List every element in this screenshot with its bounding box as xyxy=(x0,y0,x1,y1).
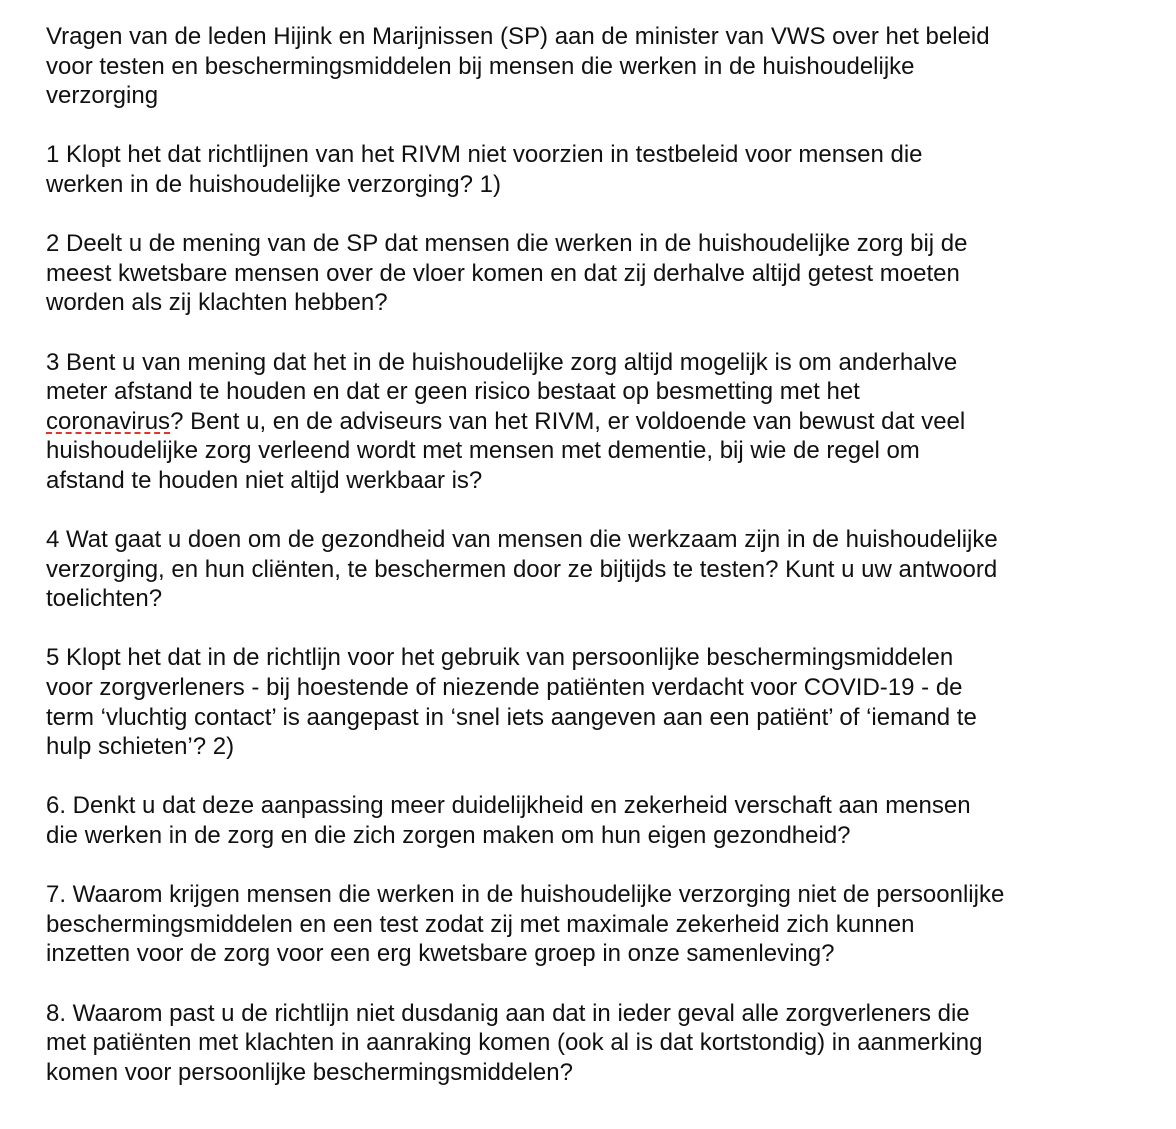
spellcheck-flagged-word[interactable]: coronavirus xyxy=(46,407,171,435)
document-body xyxy=(46,22,1156,1117)
question-5: 5 Klopt het dat in de richtlijn voor het gebruik van persoonlijke beschermingsmiddelen voor zorgverleners - bij hoestende of niezende patiënten verdacht voor COVID-19 - de term ‘vluchtig contact’ is aangepast in ‘snel iets aangeven aan een patiënt’ of ‘iemand te hulp schieten’? 2) xyxy=(46,644,977,761)
question-1: 1 Klopt het dat richtlijnen van het RIVM niet voorzien in testbeleid voor mensen die werken in de huishoudelijke verzorging? 1) xyxy=(46,141,923,198)
question-3 xyxy=(46,348,1156,496)
question-3-part-1: 3 Bent u van mening dat het in de huishoudelijke zorg altijd mogelijk is om anderhalve meter afstand te houden en dat er geen risico bestaat op besmetting met het xyxy=(46,348,958,406)
question-3-part-2: ? Bent u, en de adviseurs van het RIVM, er voldoende van bewust dat veel huishoudelijke zorg verleend wordt met mensen met dementie, bij wie de regel om afstand te houden niet altijd werkbaar is? xyxy=(46,407,966,494)
question-7: 7. Waarom krijgen mensen die werken in de huishoudelijke verzorging niet de persoonlijke beschermingsmiddelen en een test zodat zij met maximale zekerheid zich kunnen inzetten voor de zorg voor een erg kwetsbare groep in onze samenleving? xyxy=(46,881,1005,968)
question-4: 4 Wat gaat u doen om de gezondheid van mensen die werkzaam zijn in de huishoudelijke verzorging, en hun cliënten, te beschermen door ze bijtijds te testen? Kunt u uw antwoord toelichten? xyxy=(46,526,998,613)
question-2: 2 Deelt u de mening van de SP dat mensen die werken in de huishoudelijke zorg bij de meest kwetsbare mensen over de vloer komen en dat zij derhalve altijd getest moeten worden als zij klachten hebben? xyxy=(46,230,968,317)
question-8: 8. Waarom past u de richtlijn niet dusdanig aan dat in ieder geval alle zorgverleners die met patiënten met klachten in aanraking komen (ook al is dat kortstondig) in aanmerking komen voor persoonlijke beschermingsmiddelen? xyxy=(46,999,983,1086)
document-heading: Vragen van de leden Hijink en Marijnissen (SP) aan de minister van VWS over het beleid voor testen en beschermingsmiddelen bij mensen die werken in de huishoudelijke verzorging xyxy=(46,23,990,110)
question-6: 6. Denkt u dat deze aanpassing meer duidelijkheid en zekerheid verschaft aan mensen die werken in de zorg en die zich zorgen maken om hun eigen gezondheid? xyxy=(46,792,971,850)
